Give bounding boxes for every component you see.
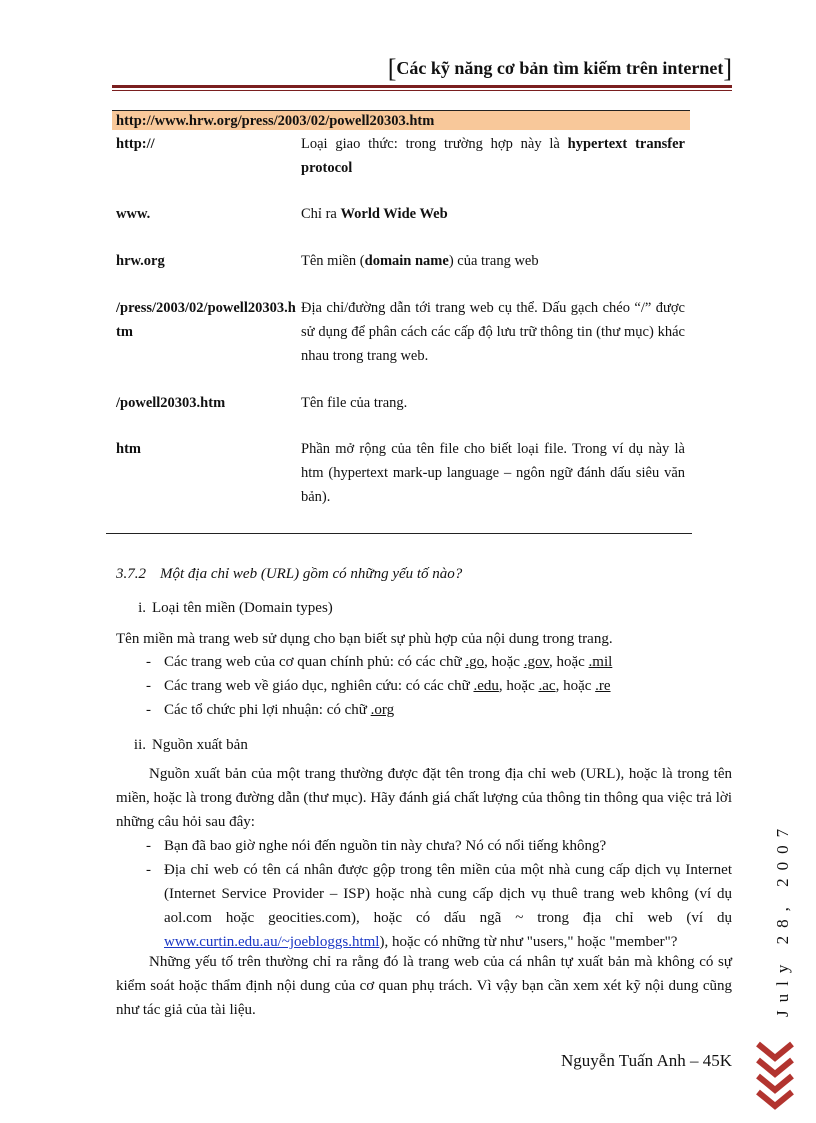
date-text: July 28, 2007 <box>773 820 792 1017</box>
row-term: www. <box>116 206 151 222</box>
subsection-heading <box>124 737 248 754</box>
example-link[interactable]: www.curtin.edu.au/~joebloggs.html <box>164 934 380 950</box>
header-close-bracket: ] <box>723 54 732 83</box>
row-desc: Tên miền (domain name) của trang web <box>301 253 539 269</box>
table-bottom-rule <box>106 533 692 534</box>
footer-author: Nguyễn Tuấn Anh – 45K <box>561 1051 732 1070</box>
section-title: Một địa chỉ web (URL) gồm có những yếu tố nào? <box>160 566 463 582</box>
list-item: - Bạn đã bao giờ nghe nói đến nguồn tin này chưa? Nó có nổi tiếng không? <box>146 838 607 854</box>
header-rule-thin <box>112 90 732 91</box>
row-desc: Phần mở rộng của tên file cho biết loại file. Trong ví dụ này là htm (hypertext mark-up language – ngôn ngữ đánh dấu siêu văn bản). <box>301 441 685 505</box>
list-item: - Các trang web về giáo dục, nghiên cứu: có các chữ .edu, hoặc .ac, hoặc .re <box>146 678 611 694</box>
row-term: http:// <box>116 136 155 152</box>
list-item: - Các trang web của cơ quan chính phủ: có các chữ .go, hoặc .gov, hoặc .mil <box>146 654 613 670</box>
domain-intro: Tên miền mà trang web sử dụng cho bạn biết sự phù hợp của nội dung trong trang. <box>116 631 613 647</box>
source-paragraph: Nguồn xuất bản của một trang thường được đặt tên trong địa chỉ web (URL), hoặc là trong tên miền, hoặc là trong đường dẫn (thư mục). Hãy đánh giá chất lượng của thông tin thông qua việc trả lời những câu hỏi sau đây: <box>116 766 732 830</box>
section-heading <box>116 566 462 583</box>
page-header <box>388 54 732 84</box>
row-term: /powell20303.htm <box>116 395 226 411</box>
subsection-title: Loại tên miền (Domain types) <box>152 600 333 616</box>
header-rule-thick <box>112 85 732 88</box>
subsection-title: Nguồn xuất bản <box>152 737 248 753</box>
header-title: Các kỹ năng cơ bản tìm kiếm trên internet <box>396 58 724 78</box>
subsection-heading <box>124 600 333 617</box>
row-term: hrw.org <box>116 253 165 269</box>
url-example: http://www.hrw.org/press/2003/02/powell20303.htm <box>112 110 690 130</box>
section-number: 3.7.2 <box>116 566 146 582</box>
subsection-numeral: i. <box>138 600 146 616</box>
side-date <box>755 820 792 1027</box>
row-term: /press/2003/02/powell20303.htm <box>116 300 296 340</box>
row-desc: Chỉ ra World Wide Web <box>301 206 448 222</box>
list-item: - Các tổ chức phi lợi nhuận: có chữ .org <box>146 702 395 718</box>
conclusion-paragraph: Những yếu tố trên thường chỉ ra rằng đó là trang web của cá nhân tự xuất bản mà không có sự kiểm soát hoặc thẩm định nội dung của cơ quan phụ trách. Vì vậy bạn cần xem xét kỹ nội dung cũng như tác giả của tài liệu. <box>116 954 732 1018</box>
row-term: htm <box>116 441 141 457</box>
list-item: - Địa chỉ web có tên cá nhân được gộp trong tên miền của một nhà cung cấp dịch vụ Internet (Internet Service Provider – ISP) hoặc nhà cung cấp dịch vụ thuê trang web không (ví dụ aol.com hoặc geocities.com), hoặc có dấu ngã ~ trong địa chỉ web (ví dụ www.curtin.edu.au/~joebloggs.html), hoặc có những từ như "users," hoặc "member"? <box>146 862 732 950</box>
subsection-numeral: ii. <box>133 737 146 753</box>
row-desc: Tên file của trang. <box>301 395 408 411</box>
chevron-down-icon <box>755 1038 795 1114</box>
row-desc: Địa chỉ/đường dẫn tới trang web cụ thể. Dấu gạch chéo “/” được sử dụng để phân cách các cấp độ lưu trữ thông tin (thư mục) khác nhau trong trang web. <box>301 300 685 364</box>
header-open-bracket: [ <box>387 54 397 83</box>
row-desc: Loại giao thức: trong trường hợp này là hypertext transfer protocol <box>301 136 685 176</box>
